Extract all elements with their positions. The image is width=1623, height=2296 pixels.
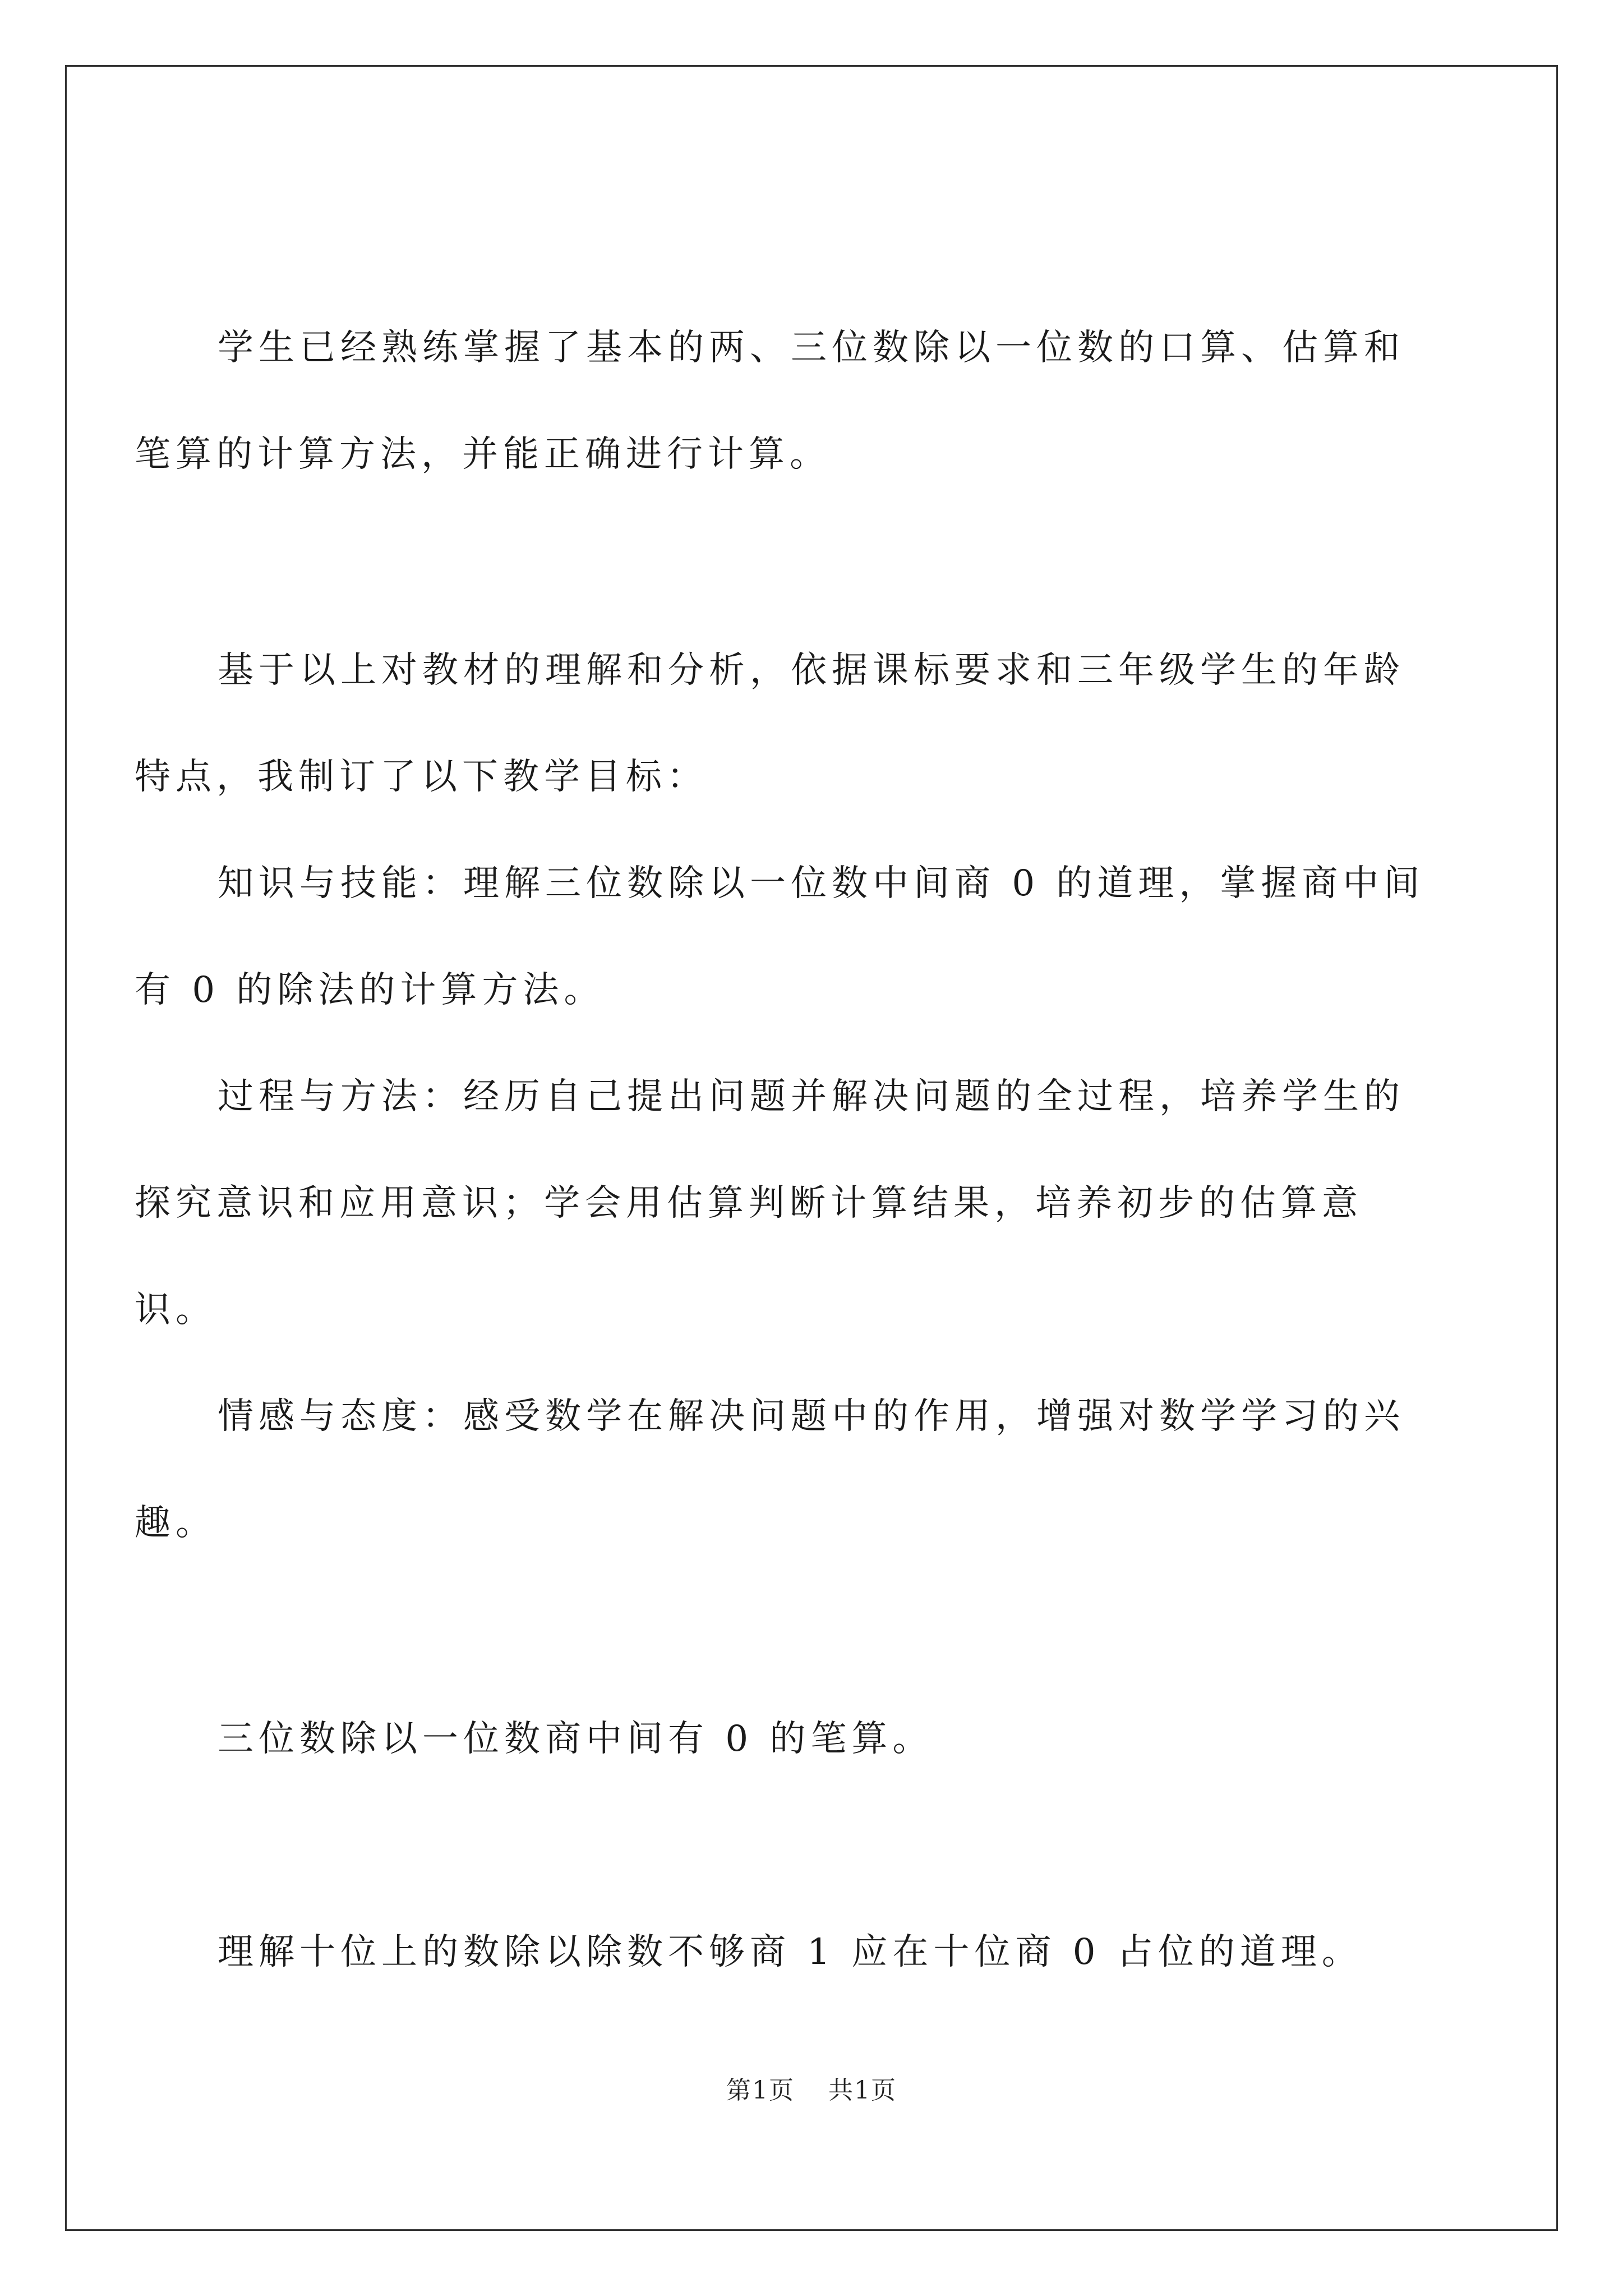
page-number: 第1页: [726, 2076, 795, 2105]
paragraph-prior-knowledge: 学生已经熟练掌握了基本的两、三位数除以一位数的口算、估算和笔算的计算方法，并能正确进行计算。: [135, 327, 1405, 475]
page-total: 共1页: [828, 2076, 897, 2105]
page-footer: [0, 2070, 1623, 2106]
paragraph-difficult-point: 理解十位上的数除以除数不够商 1 应在十位商 0 占位的道理。: [218, 1931, 1363, 1973]
paragraph-objectives-intro: 基于以上对教材的理解和分析，依据课标要求和三年级学生的年龄特点，我制订了以下教学目标：: [135, 650, 1405, 798]
paragraph-process-methods: 过程与方法：经历自己提出问题并解决问题的全过程，培养学生的探究意识和应用意识；学会用估算判断计算结果，培养初步的估算意识。: [135, 1076, 1405, 1331]
paragraph-knowledge-skills: 知识与技能：理解三位数除以一位数中间商 0 的道理，掌握商中间有 0 的除法的计算方法。: [135, 863, 1425, 1011]
paragraph-key-point: 三位数除以一位数商中间有 0 的笔算。: [218, 1718, 934, 1760]
paragraph-emotion-attitude: 情感与态度：感受数学在解决问题中的作用，增强对数学学习的兴趣。: [135, 1396, 1405, 1544]
